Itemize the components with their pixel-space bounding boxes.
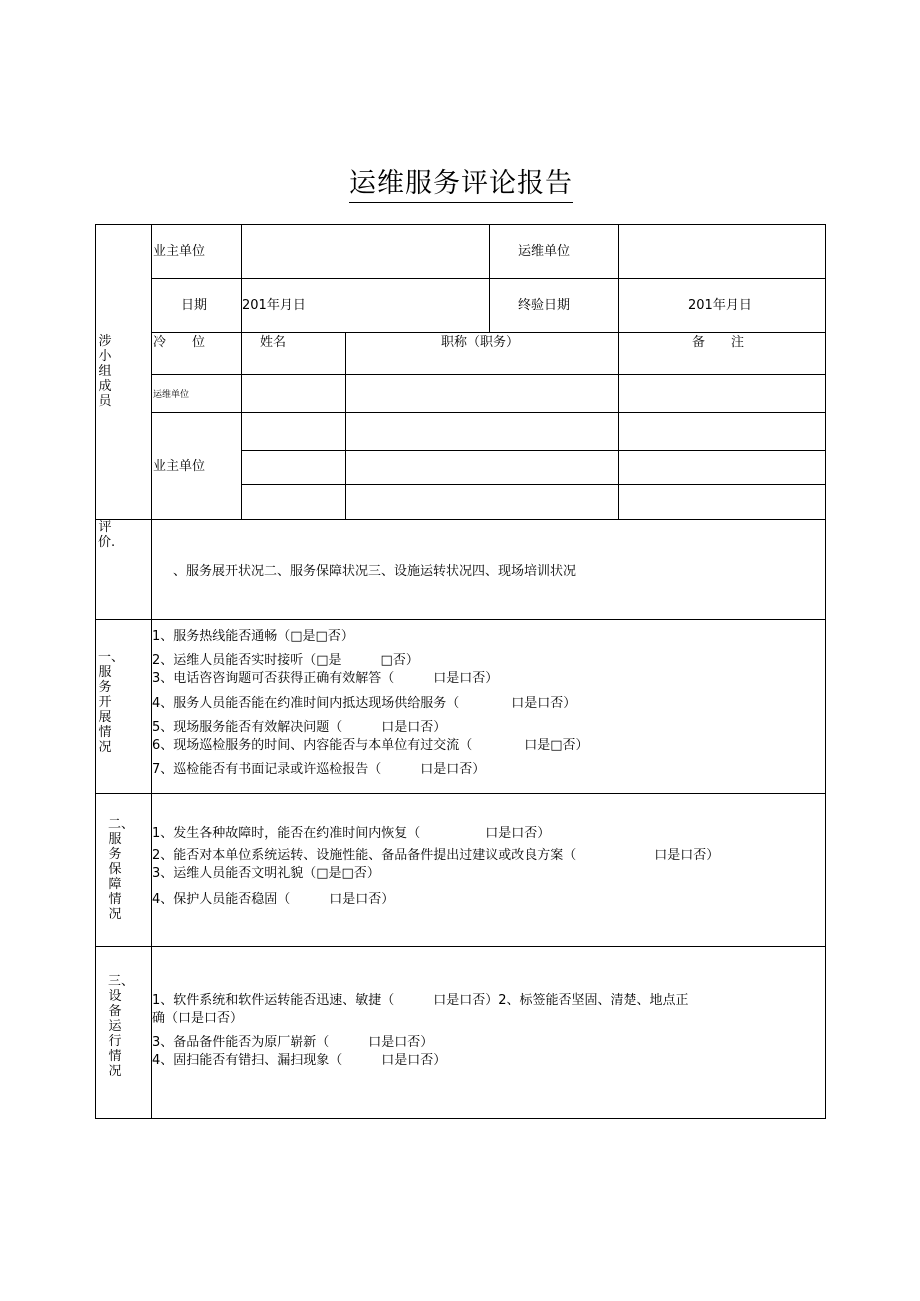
evaluation-items: 、服务展开状况二、服务保障状况三、设施运转状况四、现场培训状况: [173, 564, 577, 579]
section3-item: 4、固扫能否有错扫、漏扫现象（ 口是口否）: [152, 1053, 447, 1068]
ops-unit-label: 运维单位: [518, 244, 571, 259]
section1-item: 3、电话咨咨询题可否获得正确有效解答（ 口是口否）: [152, 671, 499, 686]
section1-item: 5、现场服务能否有效解决问题（ 口是口否）: [152, 720, 447, 735]
section3-item: 确（口是口否）: [152, 1011, 244, 1026]
section2-label: 二、服务保障情况: [108, 817, 135, 922]
date-value: 201年月日: [242, 298, 306, 313]
final-date-label: 终验日期: [518, 298, 571, 313]
owner-unit-label: 业主单位: [153, 244, 206, 259]
owner-unit-row-label: 业主单位: [153, 459, 206, 474]
section2-item: 1、发生各种故障时，能否在约准时间内恢复（ 口是口否）: [152, 826, 551, 841]
section1-item: 2、运维人员能否实时接听（□是 □否）: [152, 653, 419, 668]
section2-item: 2、能否对本单位系统运转、设施性能、备品备件提出过建议或改良方案（ 口是口否）: [152, 848, 720, 863]
section1-item: 4、服务人员能否能在约准时间内抵达现场供给服务（ 口是口否）: [152, 696, 577, 711]
section1-item: 1、服务热线能否通畅（□是□否）: [152, 629, 354, 644]
date-label: 日期: [181, 298, 208, 313]
report-title: 运维服务评论报告: [349, 166, 573, 203]
section1-item: 6、现场巡检服务的时间、内容能否与本单位有过交流（ 口是□否）: [152, 738, 589, 753]
section3-item: 3、备品备件能否为原厂崭新（ 口是口否）: [152, 1035, 434, 1050]
section3-item: 1、软件系统和软件运转能否迅速、敏捷（ 口是口否）2、标签能否坚固、清楚、地点正: [152, 993, 689, 1008]
evaluation-label: 评价.: [98, 520, 116, 550]
section1-label: 一、服务开展情况: [98, 650, 125, 755]
members-section-label: 涉小组成员: [98, 334, 112, 409]
col-note-header: 备 注: [692, 335, 745, 350]
ops-unit-row-label: 运维单位: [153, 390, 190, 400]
section1-item: 7、巡检能否有书面记录或许巡检报告（ 口是口否）: [152, 762, 486, 777]
section2-item: 3、运维人员能否文明礼貌（□是□否）: [152, 866, 380, 881]
section2-item: 4、保护人员能否稳固（ 口是口否）: [152, 892, 395, 907]
section3-label: 三、设备运行情况: [108, 974, 135, 1079]
col-unit-header: 冷 位: [153, 335, 206, 350]
col-name-header: 姓名: [260, 335, 287, 350]
col-title-header: 职称（职务）: [441, 335, 520, 350]
final-date-value: 201年月日: [688, 298, 752, 313]
